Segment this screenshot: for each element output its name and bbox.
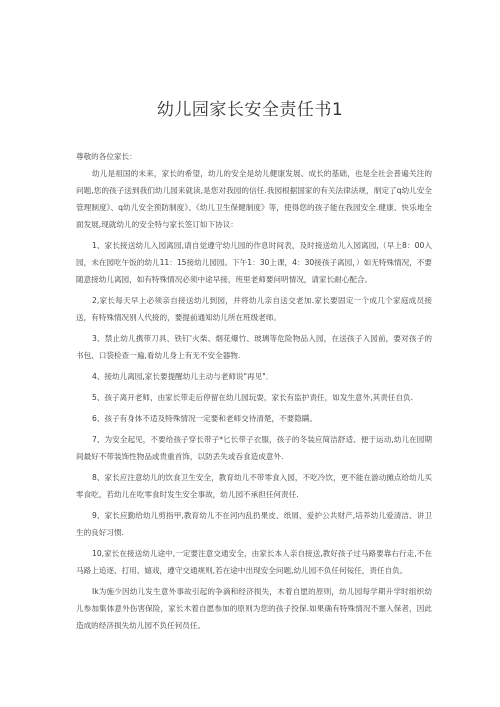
paragraph-item-6: 6、孩子有身体不适及特殊情况一定要和老师交待清楚，不要隐瞒。 bbox=[92, 414, 318, 423]
paragraph-item-3: 3、禁止幼儿携带刀具、铁钉'火柴、烟花爆竹、玻璃等危险物品入园，在送孩子入园前，要对孩子的书包、口袋检查一遍,看幼儿身上有无不安全器物. bbox=[76, 334, 432, 360]
salutation: 尊敬的各位家长： bbox=[76, 152, 137, 161]
paragraph-intro: 幼儿是祖国的未来，家长的希望，幼儿的安全是幼儿健康发展、成长的基础，也是全社会普遍关注的问题,您的孩子送到我们幼儿园来就读,是您对我园的信任.我园根据国家的有关法律法规，制定了q幼儿安全管理制度》、q幼儿安全预防制度》、《幼儿卫生保健制度》等，使得您的孩子能在我园安全.健康、快乐地全面发展,现就幼儿的安全特与家长签订如下协议： bbox=[76, 169, 432, 229]
paragraph-item-5: 5、孩子离开老师，由家长带走后停留在幼儿园玩耍，家长有监护责任，如发生意外,其责任自负. bbox=[92, 393, 413, 402]
document-title: 幼儿园家长安全责任书1 bbox=[156, 100, 344, 120]
paragraph-item-7: 7、为安全起见，不要给孩子穿长带子*匕长带子衣服，孩子的冬装应简洁舒适、便于运动,幼儿在园期间最好不带装饰性物品或贵重首饰，以防丢失或吞食造成意外. bbox=[76, 435, 432, 461]
paragraph-item-8: 8、家长应注意幼儿的饮食卫生安全，教育幼儿不带零食入园，不吃冷饮，更不能在游动摊点给幼儿买零食吃，若幼儿在吃零食时发生安全事故，幼儿园不承担任何责任. bbox=[76, 473, 432, 499]
paragraph-item-4: 4、接幼儿离园,家长要提醒幼儿主动与老师说"再见"． bbox=[92, 372, 274, 381]
paragraph-item-2: 2,家长每天早上必须亲自接送幼儿到园，并将幼儿亲自送交老加.家长要固定一个成几个家庭成员接送，有特殊情况别人代接的，要提前通知幼儿所在班级老师。 bbox=[76, 296, 432, 322]
paragraph-item-9: 9、家长应勤给幼儿剪指甲,教育幼儿不在河内乱扔果皮、纸屑、爱护公共财产,培养幼儿爱清洁、讲卫生的良好习惯. bbox=[76, 511, 432, 537]
document-body bbox=[76, 148, 432, 638]
paragraph-item-10: 10,家长在接送幼儿途中,一定要注意交通安全，由家长本人亲自接送,教好孩子过马路要靠右行走,不在马路上追逐、打用、嬉戏，遵守交通规则,若在途中出现安全问题,幼儿园不负任何佞任，责任自负。 bbox=[76, 549, 432, 575]
paragraph-item-1: 1、家长接送幼儿入园离园,请自觉遵守幼儿园的作息时间表，及时接送幼儿入园离园,（早上8：00入园，未在园吃午饭的幼儿11：15接幼儿园园。下午1：30上课，4：30接孩子离园，）如无特殊情况，不要随意接幼儿离园，如有特殊情况必须中途早接，班里老师要问明情况，请家长耐心配合。 bbox=[76, 241, 432, 284]
paragraph-item-11: Ik为施少因幼儿发生意外事故引起的争滴和经济损失，木着自愿的原则，幼儿园每学期升学时组织幼儿参加集体意外伤害保险，家长木着自愿参加的原则为您的孩子投保.如果确有特殊情况不塞入保者，因此造成的经济损失幼儿园不负任何员任。 bbox=[76, 587, 432, 630]
